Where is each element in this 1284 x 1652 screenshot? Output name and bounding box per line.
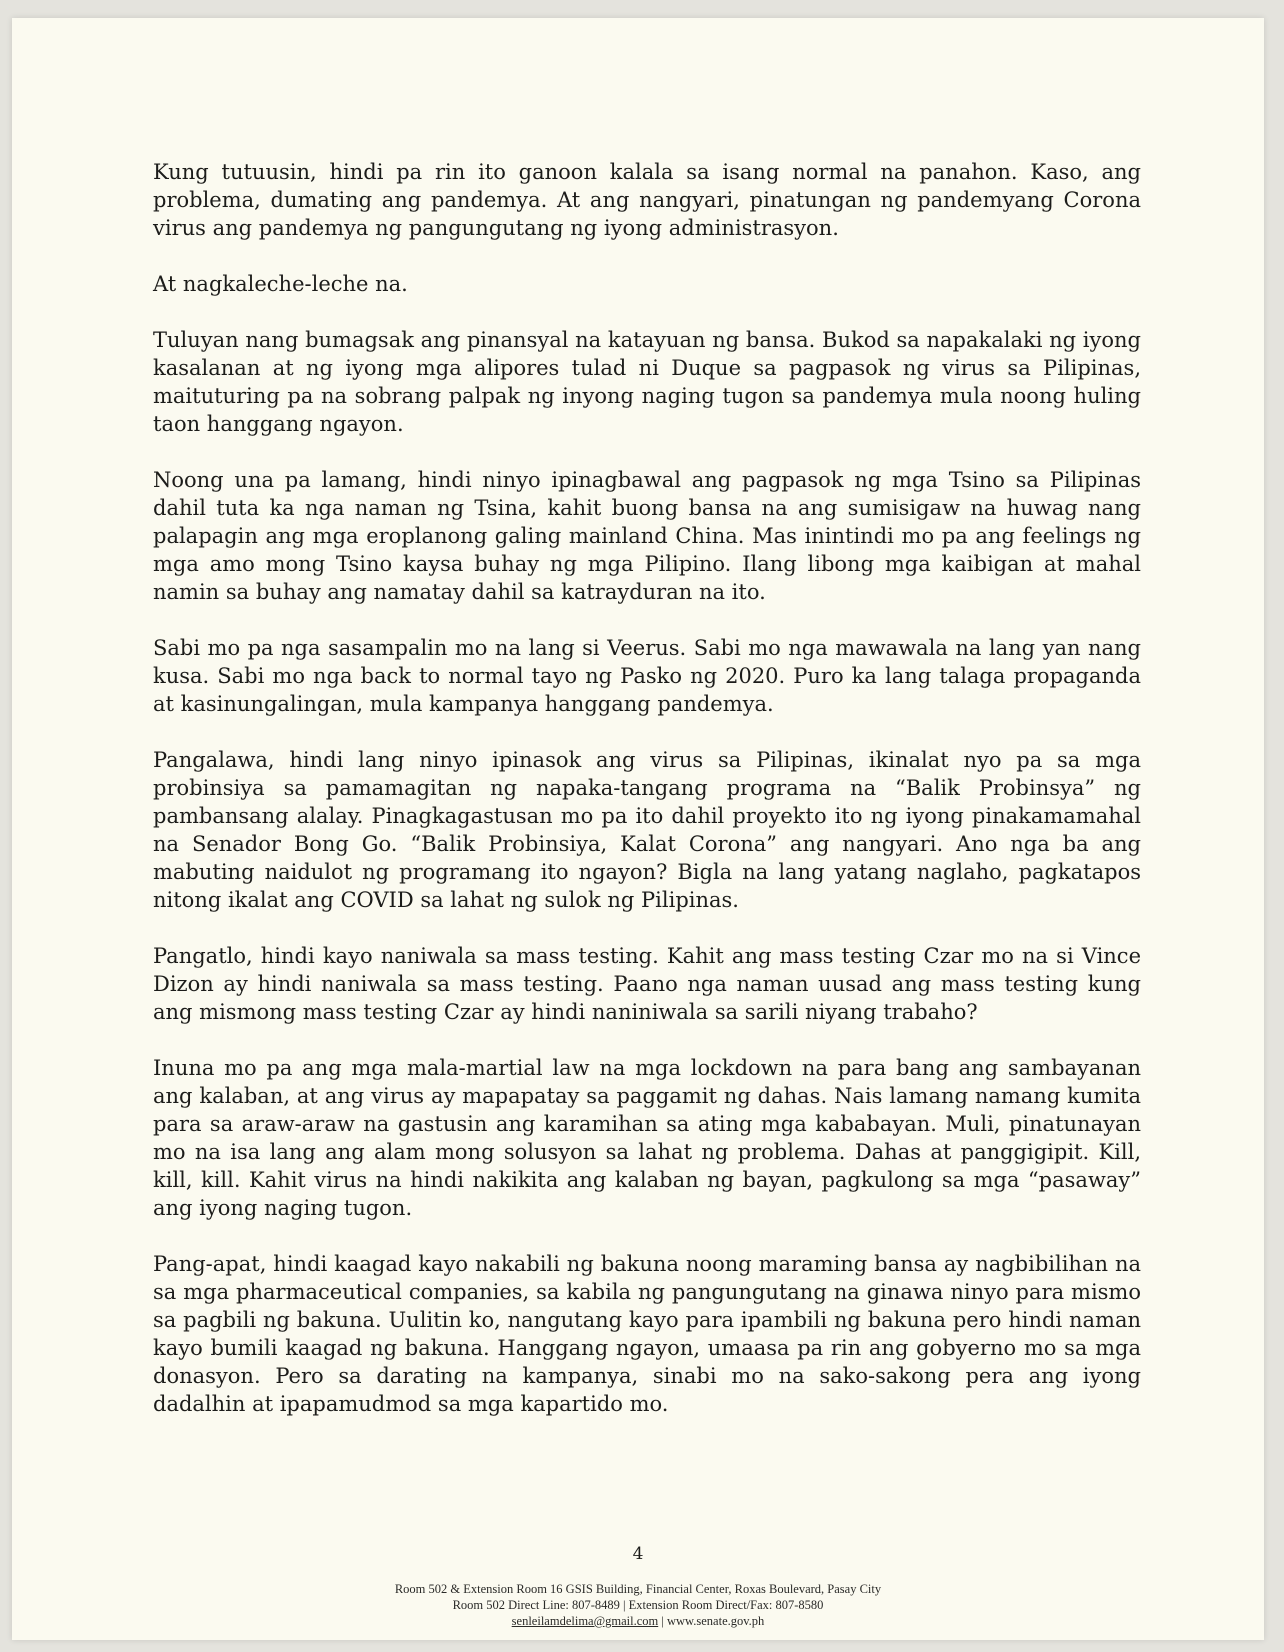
paragraph-4: Noong una pa lamang, hindi ninyo ipinagbawal ang pagpasok ng mga Tsino sa Pilipinas dahil tuta ka nga naman ng Tsina, kahit buong bansa na ang sumisigaw na huwag nang palapagin ang mga eroplanong galing mainland China. Mas inintindi mo pa ang feelings ng mga amo mong Tsino kaysa buhay ng mga Pilipino. Ilang libong mga kaibigan at mahal namin sa buhay ang namatay dahil sa katrayduran na ito.	[153, 468, 1141, 604]
footer-website: www.senate.gov.ph	[666, 1614, 765, 1628]
document-page	[12, 18, 1264, 1640]
paragraph-3: Tuluyan nang bumagsak ang pinansyal na katayuan ng bansa. Bukod sa napakalaki ng iyong kasalanan at ng iyong mga alipores tulad ni Duque sa pagpasok ng virus sa Pilipinas, maituturing pa na sobrang palpak ng inyong naging tugon sa pandemya mula noong huling taon hanggang ngayon.	[153, 328, 1141, 436]
footer-email-link[interactable]: senleilamdelima@gmail.com	[511, 1614, 659, 1628]
paragraph-7: Pangatlo, hindi kayo naniwala sa mass testing. Kahit ang mass testing Czar mo na si Vince Dizon ay hindi naniwala sa mass testing. Paano nga naman uusad ang mass testing kung ang mismong mass testing Czar ay hindi naniniwala sa sarili niyang trabaho?	[153, 944, 1141, 1024]
paragraph-2: At nagkaleche-leche na.	[153, 272, 408, 296]
paragraph-6: Pangalawa, hindi lang ninyo ipinasok ang virus sa Pilipinas, ikinalat nyo pa sa mga probinsiya sa pamamagitan ng napaka-tangang programa na “Balik Probinsya” ng pambansang alalay. Pinagkagastusan mo pa ito dahil proyekto ito ng iyong pinakamamahal na Senador Bong Go. “Balik Probinsiya, Kalat Corona” ang nangyari. Ano nga ba ang mabuting naidulot ng programang ito ngayon? Bigla na lang yatang naglaho, pagkatapos nitong ikalat ang COVID sa lahat ng sulok ng Pilipinas.	[153, 748, 1141, 912]
footer-phones: Room 502 Direct Line: 807-8489 | Extension Room Direct/Fax: 807-8580	[452, 1598, 824, 1612]
letter-body	[153, 158, 1141, 1418]
footer-address: Room 502 & Extension Room 16 GSIS Building, Financial Center, Roxas Boulevard, Pasay City	[394, 1582, 882, 1596]
paragraph-8: Inuna mo pa ang mga mala-martial law na mga lockdown na para bang ang sambayanan ang kalaban, at ang virus ay mapapatay sa paggamit ng dahas. Nais lamang namang kumita para sa araw-araw na gastusin ang karamihan sa ating mga kababayan. Muli, pinatunayan mo na isa lang ang alam mong solusyon sa lahat ng problema. Dahas at panggigipit. Kill, kill, kill. Kahit virus na hindi nakikita ang kalaban ng bayan, pagkulong sa mga “pasaway” ang iyong naging tugon.	[153, 1056, 1141, 1220]
letterhead-footer	[12, 1581, 1264, 1629]
footer-contact	[12, 1613, 1264, 1629]
paragraph-5: Sabi mo pa nga sasampalin mo na lang si Veerus. Sabi mo nga mawawala na lang yan nang kusa. Sabi mo nga back to normal tayo ng Pasko ng 2020. Puro ka lang talaga propaganda at kasinungalingan, mula kampanya hanggang pandemya.	[153, 636, 1141, 716]
paragraph-9: Pang-apat, hindi kaagad kayo nakabili ng bakuna noong maraming bansa ay nagbibilihan na sa mga pharmaceutical companies, sa kabila ng pangungutang na ginawa ninyo para mismo sa pagbili ng bakuna. Uulitin ko, nangutang kayo para ipambili ng bakuna pero hindi naman kayo bumili kaagad ng bakuna. Hanggang ngayon, umaasa pa rin ang gobyerno mo sa mga donasyon. Pero sa darating na kampanya, sinabi mo na sako-sakong pera ang iyong dadalhin at ipapamudmod sa mga kapartido mo.	[153, 1252, 1141, 1416]
page-number: 4	[632, 1544, 644, 1564]
footer-separator: |	[658, 1614, 667, 1628]
paragraph-1: Kung tutuusin, hindi pa rin ito ganoon kalala sa isang normal na panahon. Kaso, ang problema, dumating ang pandemya. At ang nangyari, pinatungan ng pandemyang Corona virus ang pandemya ng pangungutang ng iyong administrasyon.	[153, 160, 1141, 240]
